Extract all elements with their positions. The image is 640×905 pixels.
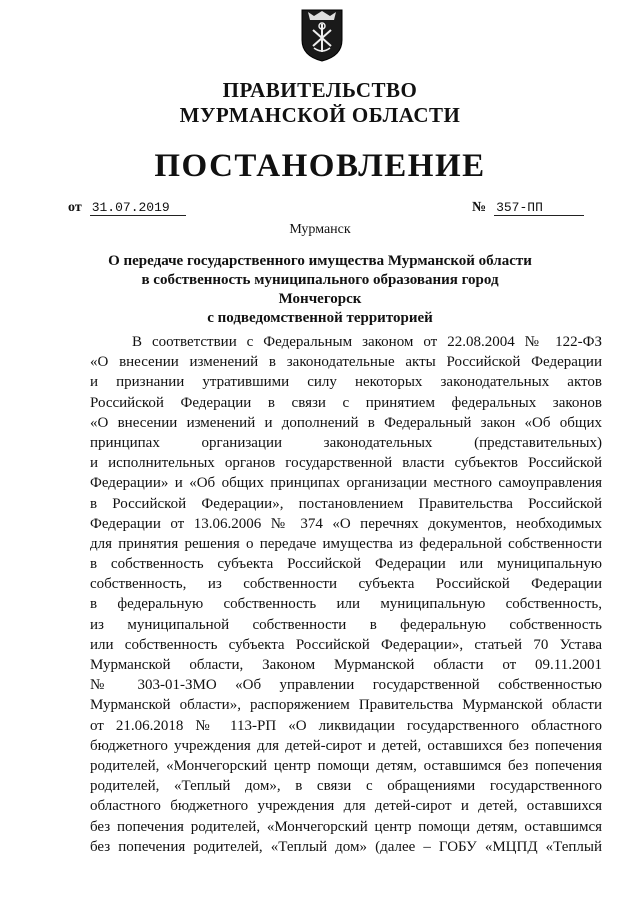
- body-line: Российской Федерации в связи с принятием федеральных законов: [90, 394, 602, 411]
- document-type: ПОСТАНОВЛЕНИЕ: [154, 148, 486, 184]
- body-line: в собственность субъекта Российской Федерации или муниципальную: [90, 556, 602, 573]
- body-line: для принятия решения о передаче имущества из федеральной собственности: [90, 535, 602, 552]
- body-line: бюджетного учреждения для детей-сирот и детей, оставшихся без попечения: [90, 737, 602, 754]
- body-line: Федерации от 13.06.2006 № 374 «О перечнях документов, необходимых: [90, 515, 602, 532]
- number-value: 357-ПП: [494, 200, 584, 216]
- document-body: [90, 332, 602, 857]
- body-line: В соответствии с Федеральным законом от 22.08.2004 № 122-ФЗ: [132, 334, 602, 350]
- body-line: в федеральную собственность или муниципальную собственность,: [90, 596, 602, 613]
- body-line: из муниципальной собственности в федеральную собственность: [90, 616, 602, 633]
- coat-of-arms-icon: [300, 8, 344, 62]
- document-subject: [100, 252, 540, 328]
- organization-name: [0, 78, 640, 128]
- number-field: [472, 200, 584, 216]
- body-line: без попечения родителей, «Мончегорский центр помощи детям, оставшимся: [90, 818, 602, 835]
- subject-line: с подведомственной территорией: [207, 310, 433, 326]
- date-field: [68, 200, 186, 216]
- body-line: без попечения родителей, «Теплый дом» (далее – ГОБУ «МЦПД «Теплый: [90, 838, 602, 855]
- date-label: от: [68, 200, 82, 215]
- date-value: 31.07.2019: [90, 200, 186, 216]
- body-line: Федерации» и «Об общих принципах организации местного самоуправления: [90, 475, 602, 492]
- body-line: или собственность субъекта Российской Федерации», статьей 70 Устава: [90, 636, 602, 653]
- body-line: родителей, «Мончегорский центр помощи детям, оставшимся без попечения: [90, 757, 602, 774]
- body-line: Мурманской области, Законом Мурманской области от 09.11.2001: [90, 657, 602, 673]
- city: Мурманск: [289, 222, 351, 237]
- body-line: собственность, из собственности субъекта Российской Федерации: [90, 576, 602, 593]
- body-line: в Российской Федерации», постановлением Правительства Российской: [90, 495, 602, 512]
- body-line: родителей, «Теплый дом», в связи с обращениями государственного: [90, 778, 602, 795]
- org-line-2: МУРМАНСКОЙ ОБЛАСТИ: [179, 103, 461, 127]
- body-line: и исполнительных органов государственной власти субъектов Российской: [90, 455, 602, 472]
- body-line: «О внесении изменений и дополнений в Федеральный закон «Об общих: [90, 414, 602, 431]
- subject-line: О передаче государственного имущества Мурманской области: [108, 253, 532, 269]
- body-line: «О внесении изменений в законодательные акты Российской Федерации: [90, 354, 602, 371]
- body-line: областного бюджетного учреждения для детей-сирот и детей, оставшихся: [90, 798, 602, 815]
- body-line: от 21.06.2018 № 113-РП «О ликвидации государственного областного: [90, 717, 602, 734]
- number-label: №: [472, 200, 487, 215]
- body-line: принципах организации законодательных (представительных): [90, 434, 602, 451]
- body-line: и признании утратившими силу некоторых законодательных актов: [90, 374, 602, 391]
- org-line-1: ПРАВИТЕЛЬСТВО: [222, 78, 418, 102]
- subject-line: в собственность муниципального образования город Мончегорск: [141, 272, 499, 307]
- body-line: Мурманской области», распоряжением Правительства Мурманской области: [90, 697, 602, 714]
- body-line: № 303-01-ЗМО «Об управлении государственной собственностью: [90, 677, 602, 694]
